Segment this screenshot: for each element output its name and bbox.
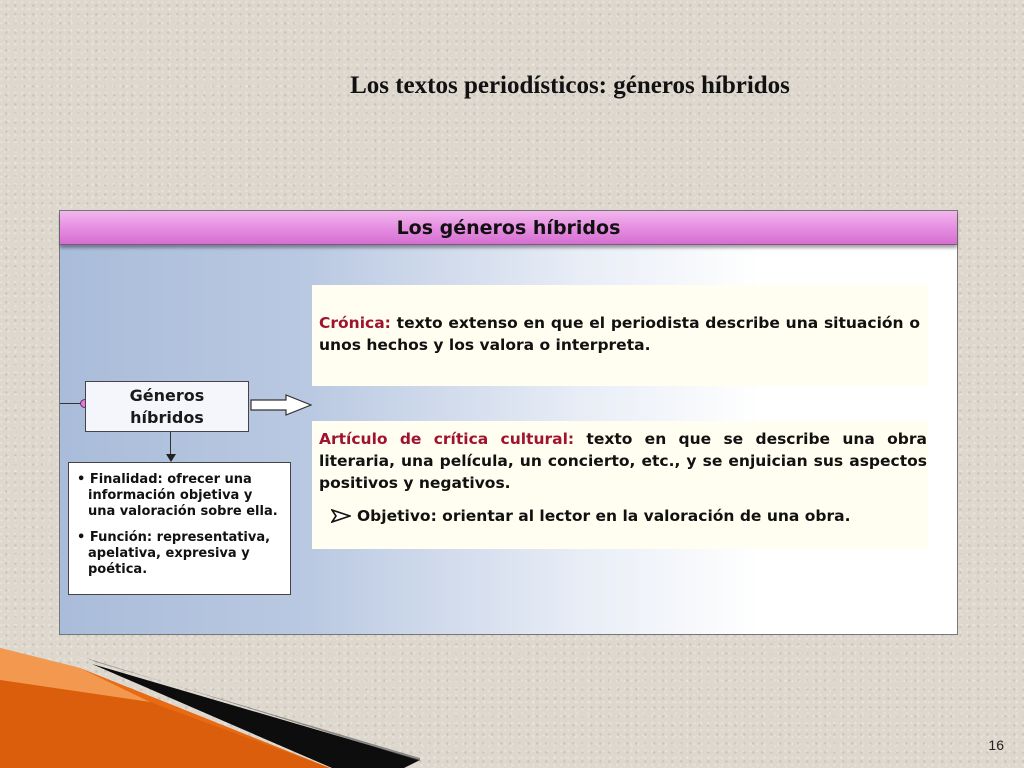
info-text: Función: representativa, apelativa, expresiva y poética. [88, 530, 271, 577]
panel-header [60, 211, 957, 245]
cronica-term: Crónica: [319, 314, 391, 332]
arrow-right-icon [250, 394, 312, 416]
node-line-1: Géneros [129, 386, 205, 405]
info-item-finalidad [77, 472, 284, 520]
cronica-definition: texto extenso en que el periodista describe una situación o unos hechos y los valora o interpreta. [319, 314, 920, 354]
objective-line [331, 505, 928, 527]
slide-title: Los textos periodísticos: géneros híbridos [350, 72, 790, 99]
articulo-paragraph [319, 428, 928, 494]
bullet-icon: • [77, 530, 86, 545]
panel-header-title: Los géneros híbridos [396, 217, 621, 239]
corner-decoration [0, 640, 420, 768]
bullet-icon: • [77, 472, 86, 487]
info-text: Finalidad: ofrecer una información objetiva y una valoración sobre ella. [88, 472, 278, 519]
arrow-down-icon [166, 454, 176, 462]
info-box [68, 462, 291, 595]
info-item-funcion [77, 530, 284, 578]
articulo-definition: texto en que se describe una obra literaria, una película, un concierto, etc., y se enjuician sus aspectos positivos y negativos. [319, 430, 928, 492]
content-panel [59, 210, 958, 635]
objective-text: Objetivo: orientar al lector en la valoración de una obra. [357, 507, 851, 525]
articulo-term: Artículo de crítica cultural: [319, 430, 575, 448]
generos-hibridos-node [85, 381, 249, 432]
page-number: 16 [988, 737, 1004, 753]
cronica-card [312, 285, 928, 386]
articulo-card [312, 421, 928, 549]
pointer-arrow-icon [331, 509, 351, 523]
node-line-2: híbridos [130, 408, 204, 427]
